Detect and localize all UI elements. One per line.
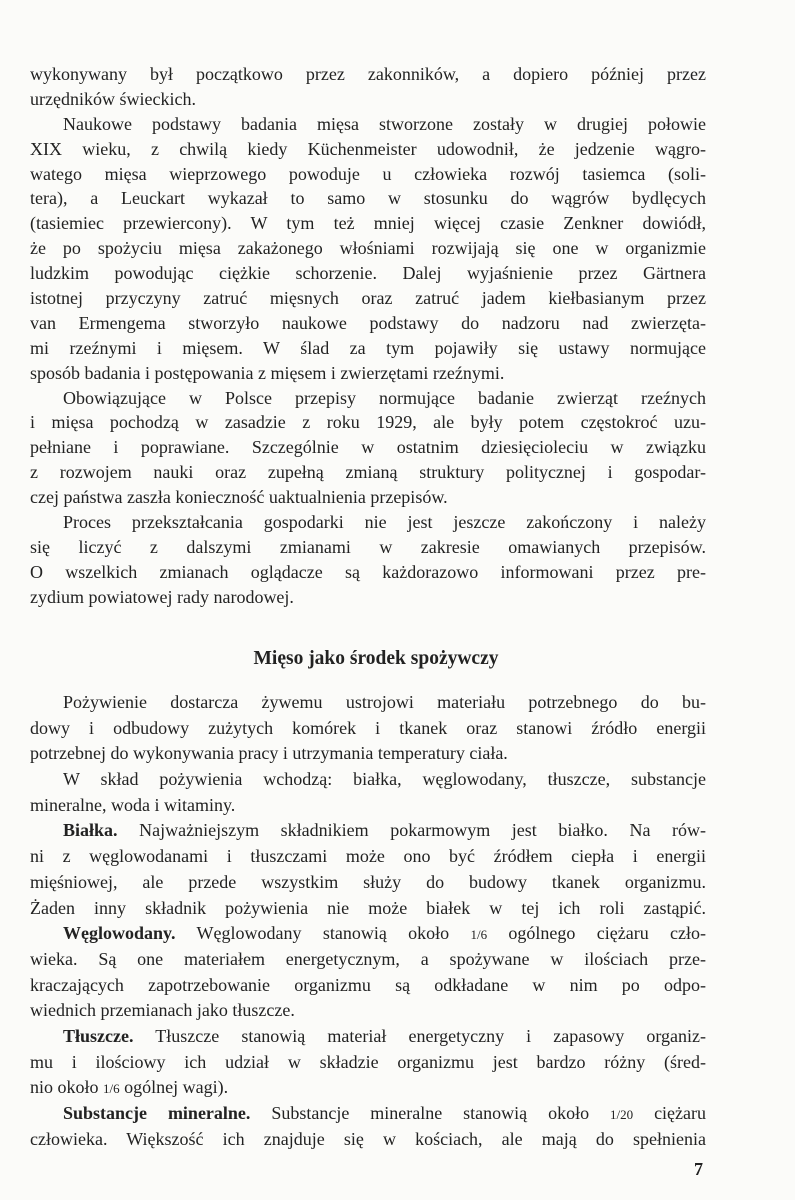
text-line bbox=[30, 585, 706, 610]
text-line bbox=[30, 62, 706, 87]
text-line bbox=[30, 844, 706, 870]
text-run: ni z węglowodanami i tłuszczami może ono być źródłem ciepła i energii bbox=[30, 846, 706, 867]
text-run: Węglowodany stanowią około bbox=[175, 923, 471, 944]
text-run: mięśniowej, ale przede wszystkim służy do budowy tkanek organizmu. bbox=[30, 871, 706, 892]
text-line bbox=[30, 361, 706, 386]
text-run: mu i ilościowy ich udział w składzie organizmu jest bardzo różny (śred- bbox=[30, 1051, 706, 1072]
text-line bbox=[30, 818, 706, 844]
text-run: wykonywany był początkowo przez zakonników, a dopiero później przez bbox=[30, 64, 706, 84]
text-run: O wszelkich zmianach oglądacze są każdorazowo informowani przez pre- bbox=[30, 561, 706, 582]
text-line bbox=[30, 560, 706, 585]
text-run: zydium powiatowej rady narodowej. bbox=[30, 586, 294, 607]
text-run: kraczających zapotrzebowanie organizmu są odkładane w nim po odpo- bbox=[30, 974, 706, 995]
text-line bbox=[30, 386, 706, 411]
text-run: się liczyć z dalszymi zmianami w zakresie omawianych przepisów. bbox=[30, 536, 706, 557]
run-in-heading: Węglowodany. bbox=[63, 923, 176, 944]
text-line bbox=[30, 410, 706, 435]
text-line bbox=[30, 741, 706, 767]
text-run: van Ermengema stworzyło naukowe podstawy do nadzoru nad zwierzęta- bbox=[30, 312, 706, 333]
text-run: XIX wieku, z chwilą kiedy Küchenmeister udowodnił, że jedzenie wągro- bbox=[30, 138, 706, 159]
text-run: z rozwojem nauki oraz zupełną zmianą struktury politycznej i gospodar- bbox=[30, 462, 706, 483]
section-heading: Mięso jako środek spożywczy bbox=[253, 648, 499, 669]
text-run: Obowiązujące w Polsce przepisy normujące badanie zwierząt rzeźnych bbox=[63, 387, 706, 408]
text-run: że po spożyciu mięsa zakażonego włośniami rozwijają się one w organizmie bbox=[30, 238, 706, 259]
text-run: tera), a Leuckart wykazał to samo w stosunku do wągrów bydlęcych bbox=[30, 188, 706, 209]
text-line bbox=[30, 435, 706, 460]
text-line bbox=[30, 690, 706, 716]
text-line bbox=[30, 1050, 706, 1076]
text-line bbox=[30, 1024, 706, 1050]
text-run: mi rzeźnymi i mięsem. W ślad za tym pojawiły się ustawy normujące bbox=[30, 337, 706, 358]
text-run: Pożywienie dostarcza żywemu ustrojowi materiału potrzebnego do bu- bbox=[63, 692, 706, 712]
text-line bbox=[30, 1075, 706, 1101]
text-run: dowy i odbudowy zużytych komórek i tkanek oraz stanowi źródło energii bbox=[30, 717, 706, 738]
text-run: W skład pożywienia wchodzą: białka, węglowodany, tłuszcze, substancje bbox=[63, 769, 706, 790]
page-number: 7 bbox=[694, 1159, 703, 1179]
intro-text bbox=[30, 62, 706, 610]
text-line bbox=[30, 460, 706, 485]
text-run: ludzkim powodując ciężkie schorzenie. Dalej wyjaśnienie przez Gärtnera bbox=[30, 263, 706, 284]
text-run: i mięsa pochodzą w zasadzie z roku 1929, ale były potem częstokroć uzu- bbox=[30, 412, 706, 433]
text-line bbox=[30, 870, 706, 896]
text-run: czej państwa zaszła konieczność uaktualnienia przepisów. bbox=[30, 487, 448, 508]
text-run: mineralne, woda i witaminy. bbox=[30, 794, 236, 815]
text-line bbox=[30, 336, 706, 361]
text-run: ogólnego ciężaru czło- bbox=[487, 923, 706, 944]
text-run: ciężaru bbox=[633, 1103, 707, 1123]
text-run: urzędników świeckich. bbox=[30, 88, 196, 109]
text-run: pełniane i poprawiane. Szczególnie w ostatnim dziesięcioleciu w związku bbox=[30, 437, 706, 458]
text-line bbox=[30, 485, 706, 510]
text-line bbox=[30, 896, 706, 922]
text-run: wiednich przemianach jako tłuszcze. bbox=[30, 1000, 295, 1021]
text-run: Najważniejszym składnikiem pokarmowym jest białko. Na rów- bbox=[117, 820, 706, 841]
text-run: Substancje mineralne stanowią około bbox=[250, 1103, 611, 1123]
text-line bbox=[30, 1127, 706, 1153]
run-in-heading: Białka. bbox=[63, 820, 118, 841]
text-run: potrzebnej do wykonywania pracy i utrzymania temperatury ciała. bbox=[30, 743, 508, 764]
text-run: Naukowe podstawy badania mięsa stworzone zostały w drugiej połowie bbox=[63, 113, 706, 134]
text-run: wieka. Są one materiałem energetycznym, a spożywane w ilościach prze- bbox=[30, 948, 706, 969]
text-run: (tasiemiec przewiercony). W tym też mniej więcej czasie Zenkner dowiódł, bbox=[30, 213, 706, 234]
run-in-heading: Tłuszcze. bbox=[63, 1025, 134, 1046]
text-line bbox=[30, 793, 706, 819]
text-line bbox=[30, 186, 706, 211]
text-line bbox=[30, 716, 706, 742]
text-line bbox=[30, 767, 706, 793]
text-line bbox=[30, 286, 706, 311]
text-line bbox=[30, 1101, 706, 1127]
fraction: 1/6 bbox=[103, 1081, 120, 1097]
text-run: Proces przekształcania gospodarki nie jest jeszcze zakończony i należy bbox=[63, 512, 706, 533]
text-run: Żaden inny składnik pożywienia nie może białek w tej ich roli zastąpić. bbox=[30, 897, 706, 918]
text-line bbox=[30, 112, 706, 137]
run-in-heading: Substancje mineralne. bbox=[63, 1103, 251, 1123]
text-line bbox=[30, 510, 706, 535]
text-run: watego mięsa wieprzowego powoduje u człowieka rozwój tasiemca (soli- bbox=[30, 163, 706, 184]
text-run: nio około bbox=[30, 1077, 104, 1098]
fraction: 1/6 bbox=[470, 927, 488, 943]
fraction: 1/20 bbox=[610, 1107, 634, 1122]
text-run: Tłuszcze stanowią materiał energetyczny i zapasowy organiz- bbox=[133, 1025, 706, 1046]
text-line bbox=[30, 236, 706, 261]
text-line bbox=[30, 211, 706, 236]
text-line bbox=[30, 973, 706, 999]
text-run: istotnej przyczyny zatruć mięsnych oraz zatruć jadem kiełbasianym przez bbox=[30, 288, 706, 309]
text-line bbox=[30, 261, 706, 286]
text-line bbox=[30, 947, 706, 973]
text-run: człowieka. Większość ich znajduje się w kościach, ale mają do spełnienia bbox=[30, 1128, 706, 1149]
text-line bbox=[30, 137, 706, 162]
text-line bbox=[30, 535, 706, 560]
text-run: ogólnej wagi). bbox=[119, 1077, 229, 1098]
text-line bbox=[30, 998, 706, 1024]
text-run: sposób badania i postępowania z mięsem i zwierzętami rzeźnymi. bbox=[30, 362, 505, 383]
text-line bbox=[30, 311, 706, 336]
section-body-text bbox=[30, 690, 706, 1152]
text-line bbox=[30, 87, 706, 112]
text-line bbox=[30, 921, 706, 947]
text-line bbox=[30, 162, 706, 187]
